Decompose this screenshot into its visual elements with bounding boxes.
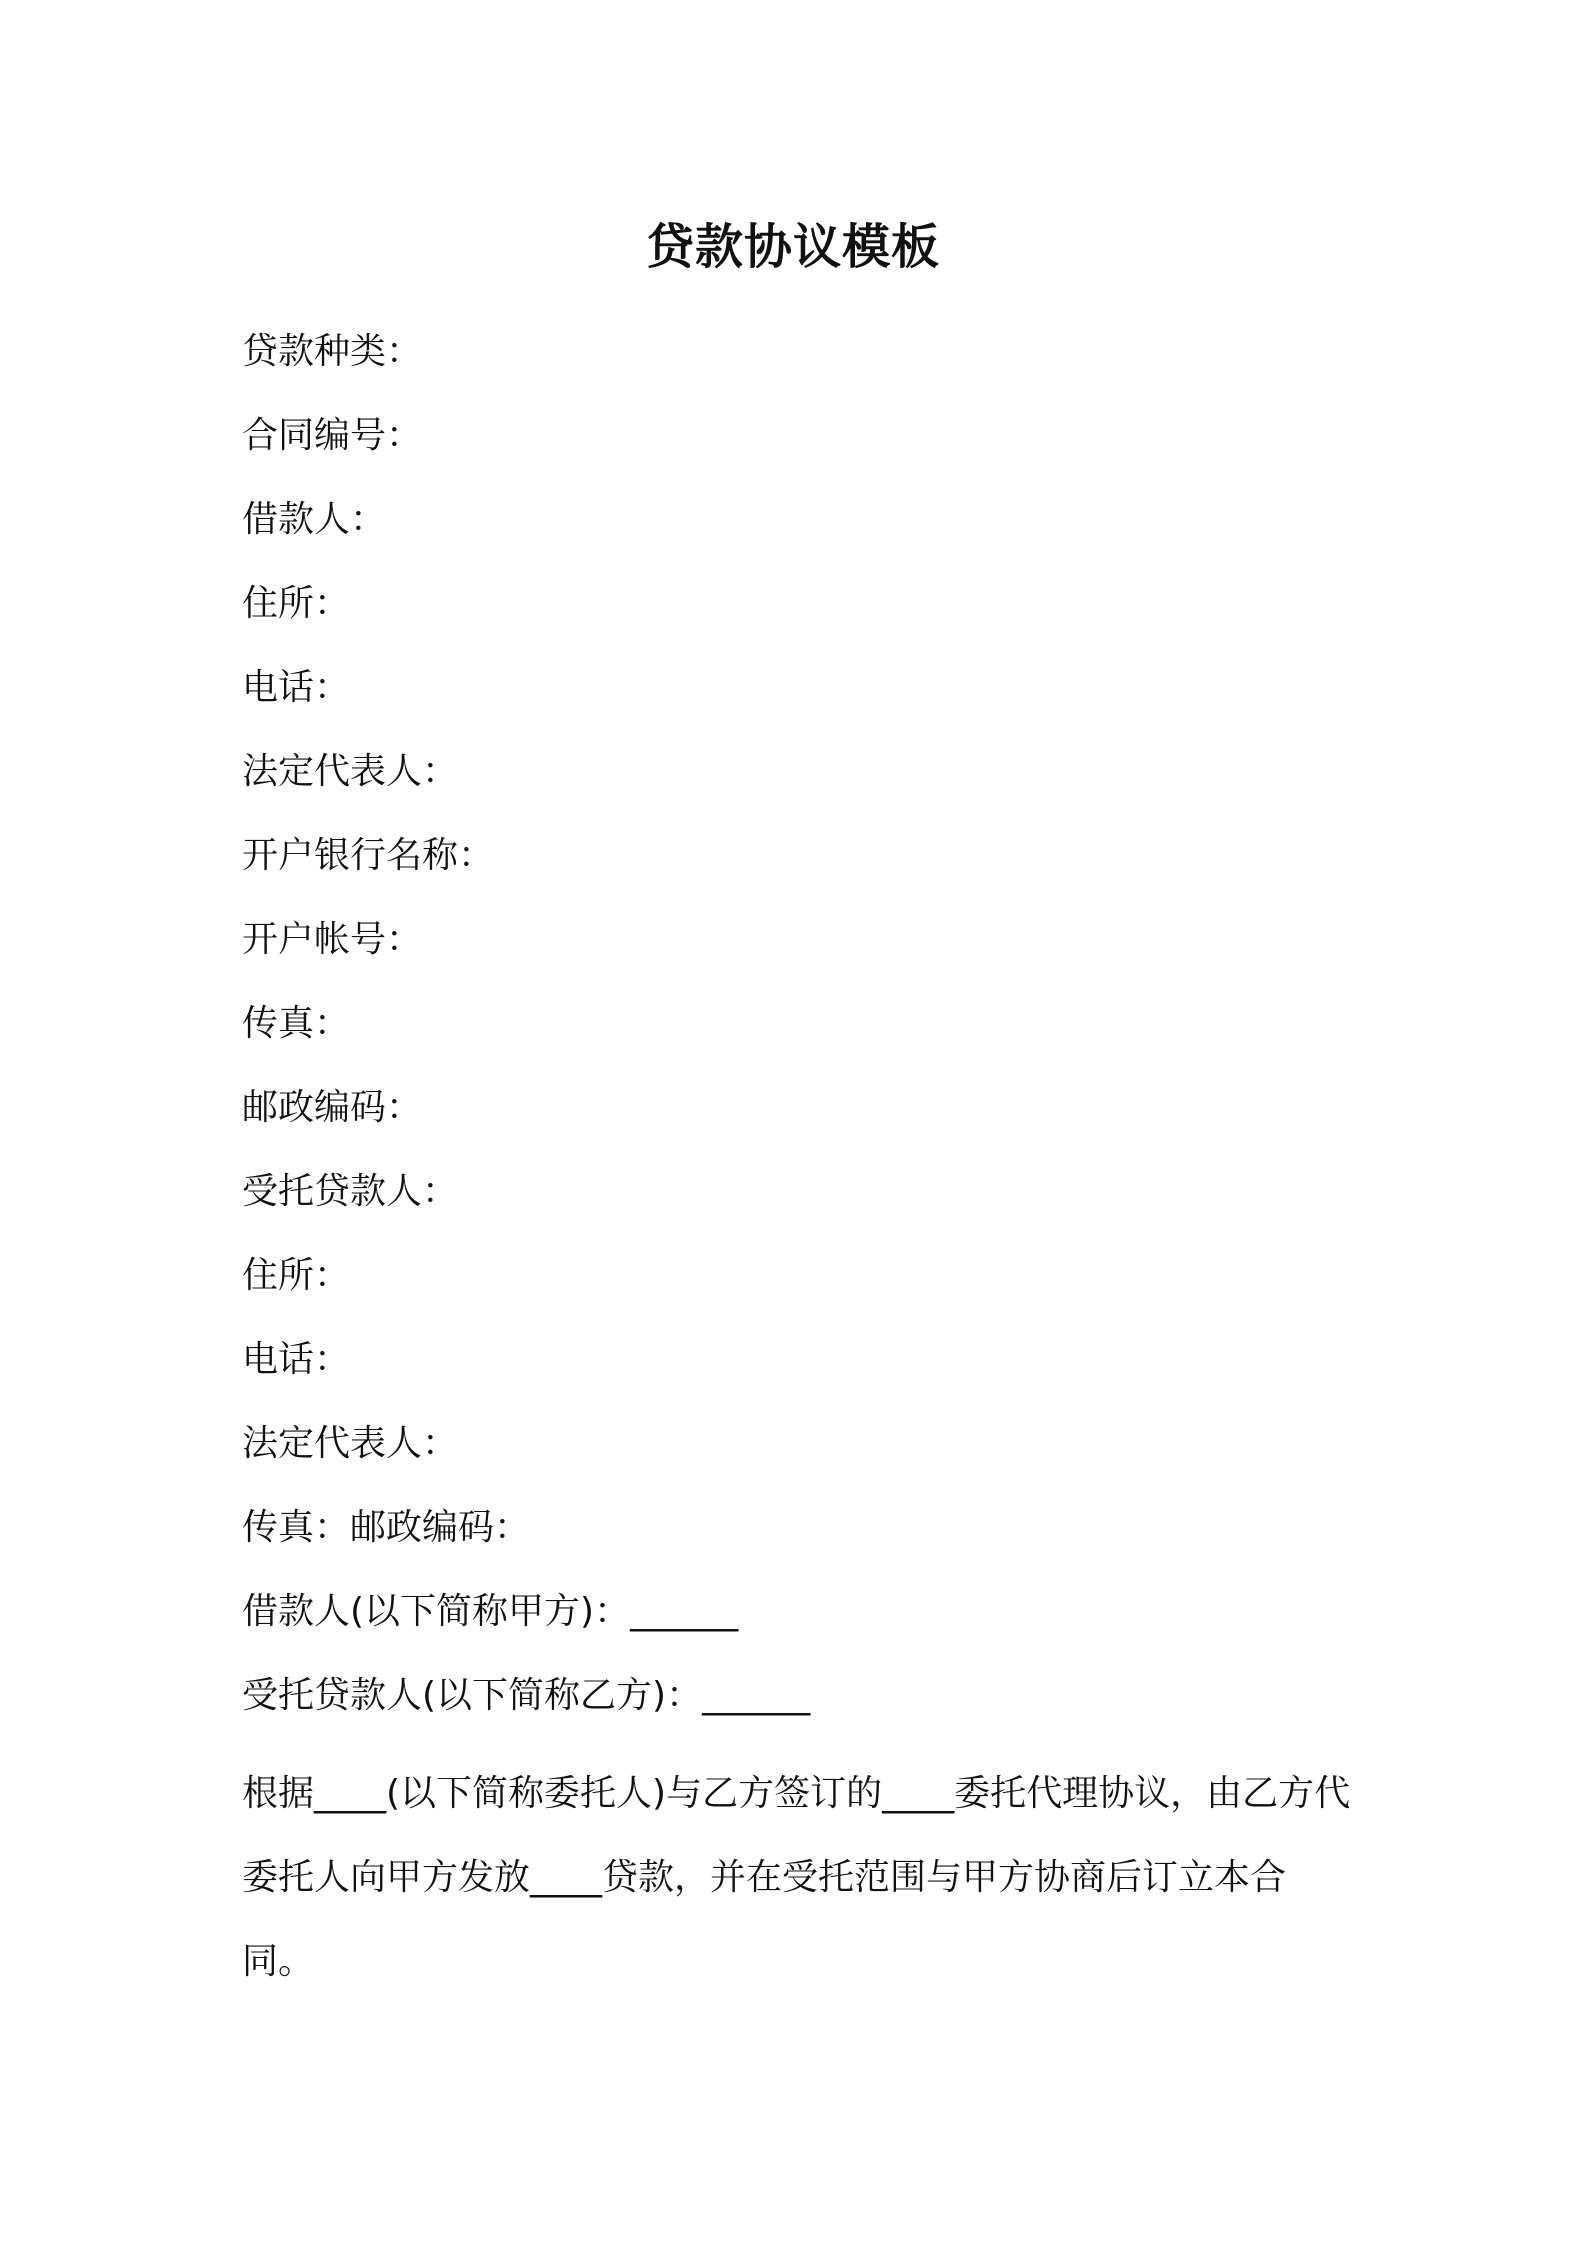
field-bank-account: 开户帐号： [242, 919, 423, 960]
agreement-preamble-paragraph: 根据____(以下简称委托人)与乙方签订的____委托代理协议，由乙方代委托人向甲方发放____贷款，并在受托范围与甲方协商后订立本合同。 [242, 1773, 1351, 1982]
field-borrower-address: 住所： [242, 583, 351, 624]
field-borrower-fax: 传真： [242, 1003, 351, 1044]
field-lender-phone: 电话： [242, 1339, 351, 1380]
field-lender-legal-rep: 法定代表人： [242, 1423, 459, 1464]
field-borrower-phone: 电话： [242, 667, 351, 708]
field-borrower: 借款人： [242, 499, 387, 540]
field-borrower-legal-rep: 法定代表人： [242, 751, 459, 792]
field-party-b-definition: 受托贷款人(以下简称乙方)：______ [242, 1675, 811, 1716]
field-lender-address: 住所： [242, 1255, 351, 1296]
field-loan-type: 贷款种类： [242, 331, 423, 372]
field-bank-name: 开户银行名称： [242, 835, 495, 876]
field-party-a-definition: 借款人(以下简称甲方)：______ [242, 1591, 739, 1632]
field-lender-fax-postcode: 传真：邮政编码： [242, 1507, 531, 1548]
field-trustee-lender: 受托贷款人： [242, 1171, 459, 1212]
field-contract-number: 合同编号： [242, 415, 423, 456]
field-borrower-postcode: 邮政编码： [242, 1087, 423, 1128]
document-title: 贷款协议模板 [645, 219, 940, 275]
